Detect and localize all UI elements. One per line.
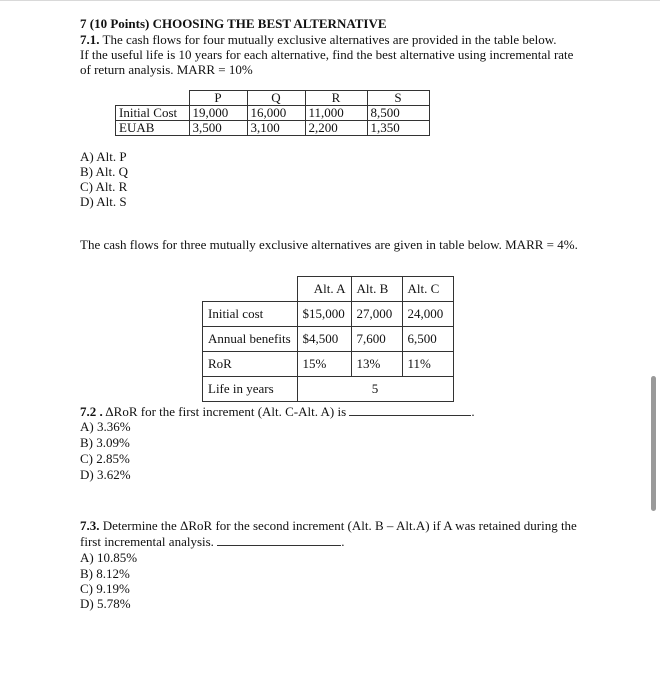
table-cell: 2,200 (305, 121, 367, 136)
answer-blank-7-3[interactable] (217, 534, 341, 546)
option-7-1-a: A) Alt. P (80, 149, 127, 164)
row-label: Initial Cost (116, 106, 190, 121)
table-cell: 3,100 (247, 121, 305, 136)
question-7-1-line2: If the useful life is 10 years for each alternative, find the best alternative using incremental rate (80, 47, 574, 62)
table-row (203, 352, 454, 377)
table-cell: 27,000 (351, 302, 402, 327)
table-cell: 11% (402, 352, 453, 377)
row-label: EUAB (116, 121, 190, 136)
option-7-1-b: B) Alt. Q (80, 164, 129, 179)
table-row (203, 327, 454, 352)
table-header-row (116, 91, 430, 106)
alternatives-table-7-2 (202, 276, 454, 402)
question-7-2-end: . (471, 404, 475, 419)
row-label: Life in years (203, 377, 298, 402)
table-header-cell: Alt. B (351, 277, 402, 302)
vertical-scrollbar[interactable] (651, 376, 656, 511)
table-row-life (203, 377, 454, 402)
table-header-row (203, 277, 454, 302)
table-header-cell: S (367, 91, 429, 106)
table-cell: 1,350 (367, 121, 429, 136)
question-7-2-number: 7.2 . (80, 404, 103, 419)
answer-blank-7-2[interactable] (349, 404, 471, 416)
question-7-3-text-2: first incremental analysis. (80, 534, 214, 549)
problem-title: 7 (10 Points) CHOOSING THE BEST ALTERNATIVE (80, 16, 387, 31)
table-cell: 19,000 (189, 106, 247, 121)
question-7-3-number: 7.3. (80, 518, 100, 533)
table-header-cell: Q (247, 91, 305, 106)
option-7-1-c: C) Alt. R (80, 179, 128, 194)
question-7-3-text: Determine the ΔRoR for the second increment (Alt. B – Alt.A) if A was retained during the (99, 518, 577, 533)
row-label: Initial cost (203, 302, 298, 327)
option-7-3-c: C) 9.19% (80, 581, 130, 596)
table-cell: 8,500 (367, 106, 429, 121)
table-cell: 3,500 (189, 121, 247, 136)
table-header-cell: R (305, 91, 367, 106)
alternatives-table-7-1 (115, 90, 430, 136)
table-cell: 24,000 (402, 302, 453, 327)
table-row (116, 121, 430, 136)
table-cell: 16,000 (247, 106, 305, 121)
table-cell: $15,000 (297, 302, 351, 327)
row-label: Annual benefits (203, 327, 298, 352)
table-cell: 7,600 (351, 327, 402, 352)
table-cell: 11,000 (305, 106, 367, 121)
question-7-3-line2 (80, 534, 344, 550)
option-7-2-d: D) 3.62% (80, 467, 131, 482)
question-7-2-text: ΔRoR for the first increment (Alt. C-Alt. A) is (102, 404, 347, 419)
question-7-3-line1 (80, 518, 577, 534)
question-7-3-end: . (341, 534, 345, 549)
table-header-cell: Alt. C (402, 277, 453, 302)
question-7-1-line3: of return analysis. MARR = 10% (80, 62, 253, 77)
table-cell: 13% (351, 352, 402, 377)
option-7-2-b: B) 3.09% (80, 435, 130, 450)
row-label: RoR (203, 352, 298, 377)
table-header-cell: P (189, 91, 247, 106)
section-intro: The cash flows for three mutually exclusive alternatives are given in table below. MARR = 4%. (80, 237, 578, 252)
question-7-1-text: The cash flows for four mutually exclusive alternatives are provided in the table below. (99, 32, 557, 47)
question-7-2 (80, 404, 475, 420)
option-7-2-c: C) 2.85% (80, 451, 130, 466)
option-7-3-d: D) 5.78% (80, 596, 131, 611)
table-corner-cell (116, 91, 190, 106)
table-header-cell: Alt. A (297, 277, 351, 302)
option-7-1-d: D) Alt. S (80, 194, 127, 209)
question-7-1-line1 (80, 32, 557, 48)
option-7-2-a: A) 3.36% (80, 419, 131, 434)
table-row (203, 302, 454, 327)
table-cell: $4,500 (297, 327, 351, 352)
option-7-3-a: A) 10.85% (80, 550, 138, 565)
table-cell-life-value: 5 (297, 377, 453, 402)
table-row (116, 106, 430, 121)
table-corner-cell (203, 277, 298, 302)
option-7-3-b: B) 8.12% (80, 566, 130, 581)
question-7-1-number: 7.1. (80, 32, 100, 47)
table-cell: 15% (297, 352, 351, 377)
table-cell: 6,500 (402, 327, 453, 352)
